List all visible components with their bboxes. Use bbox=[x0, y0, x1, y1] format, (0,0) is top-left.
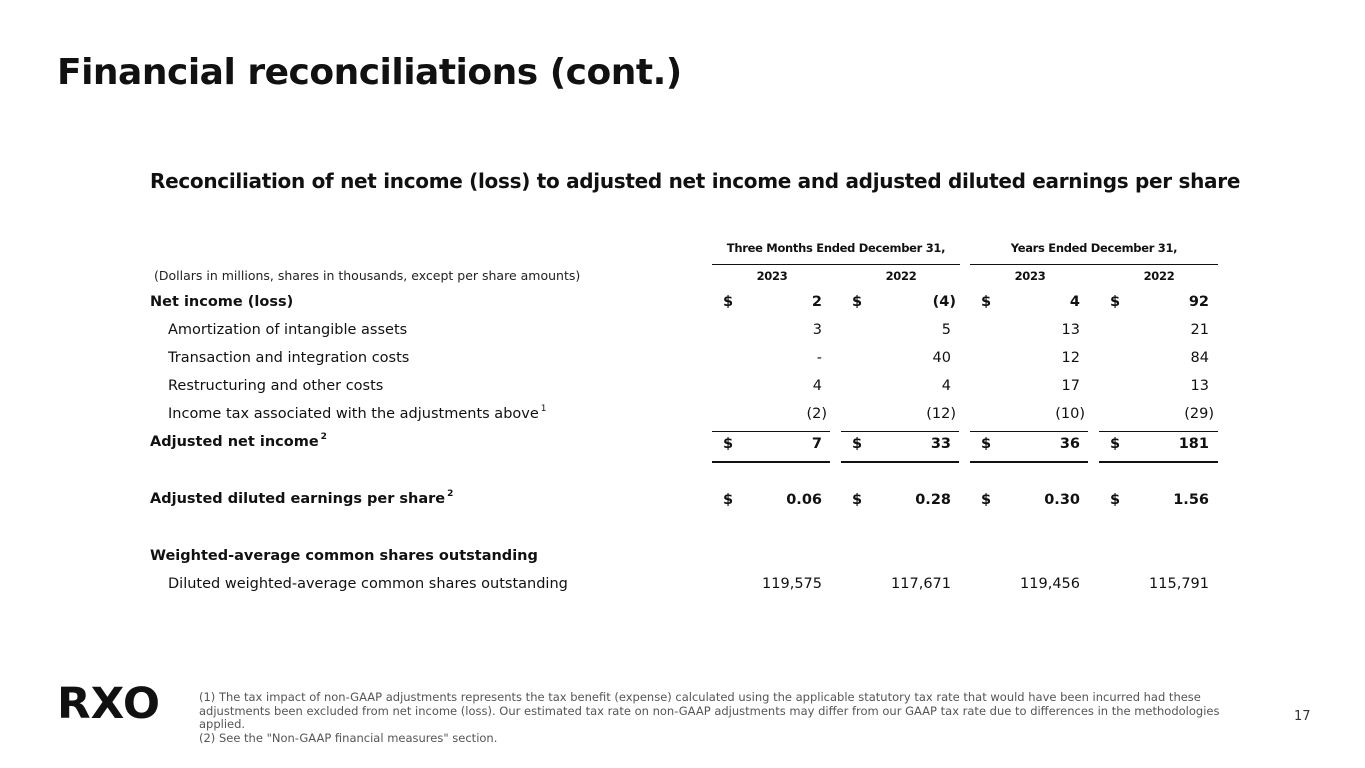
page-number: 17 bbox=[1294, 709, 1311, 724]
cell-value: (4) bbox=[932, 294, 956, 310]
cell-value: 4 bbox=[941, 378, 951, 394]
currency-symbol: $ bbox=[852, 294, 863, 310]
row-label-restructuring: Restructuring and other costs bbox=[168, 378, 384, 394]
currency-symbol: $ bbox=[981, 492, 992, 508]
row-label-diluted-shares: Diluted weighted-average common shares outstanding bbox=[168, 576, 568, 592]
row-label-net-income: Net income (loss) bbox=[150, 294, 294, 310]
cell-value: (29) bbox=[1184, 406, 1214, 422]
cell-value: 115,791 bbox=[1149, 576, 1209, 592]
currency-symbol: $ bbox=[723, 294, 734, 310]
footnote-ref: 1 bbox=[540, 404, 547, 414]
row-label-income-tax bbox=[168, 406, 547, 422]
cell-value: 3 bbox=[812, 322, 822, 338]
cell-value: (10) bbox=[1055, 406, 1085, 422]
row-label-transaction: Transaction and integration costs bbox=[168, 350, 410, 366]
cell-value: 119,575 bbox=[762, 576, 822, 592]
footnote-2: (2) See the "Non-GAAP financial measures" section. bbox=[199, 730, 498, 745]
currency-symbol: $ bbox=[723, 436, 734, 452]
currency-symbol: $ bbox=[852, 492, 863, 508]
total-rule bbox=[841, 461, 959, 463]
row-label-adjusted-eps bbox=[150, 491, 453, 507]
cell-value: 117,671 bbox=[891, 576, 951, 592]
cell-value: 12 bbox=[1061, 350, 1080, 366]
cell-value: 0.30 bbox=[1044, 492, 1080, 508]
cell-value: 84 bbox=[1190, 350, 1209, 366]
currency-symbol: $ bbox=[981, 294, 992, 310]
cell-value: 17 bbox=[1061, 378, 1080, 394]
cell-value: 40 bbox=[932, 350, 951, 366]
cell-value: 21 bbox=[1190, 322, 1209, 338]
row-label-text: Adjusted diluted earnings per share bbox=[150, 491, 446, 507]
cell-value: 7 bbox=[811, 436, 822, 452]
table-title: Reconciliation of net income (loss) to adjusted net income and adjusted diluted earnings per share bbox=[150, 169, 1241, 193]
cell-value: 119,456 bbox=[1020, 576, 1080, 592]
row-label-text: Income tax associated with the adjustments above bbox=[168, 406, 539, 422]
group-header-three-months: Three Months Ended December 31, bbox=[726, 241, 946, 255]
total-rule bbox=[1099, 461, 1218, 463]
row-label-amortization: Amortization of intangible assets bbox=[168, 322, 408, 338]
footnotes bbox=[199, 691, 1269, 745]
cell-value: 92 bbox=[1188, 294, 1209, 310]
year-header: 2022 bbox=[1143, 269, 1175, 283]
currency-symbol: $ bbox=[1110, 294, 1121, 310]
year-header: 2023 bbox=[1014, 269, 1046, 283]
subtotal-rule bbox=[712, 431, 830, 432]
cell-value: 181 bbox=[1178, 436, 1209, 452]
cell-value: 13 bbox=[1190, 378, 1209, 394]
cell-value: 5 bbox=[941, 322, 951, 338]
cell-value: 4 bbox=[812, 378, 822, 394]
currency-symbol: $ bbox=[1110, 436, 1121, 452]
currency-symbol: $ bbox=[852, 436, 863, 452]
subtotal-rule bbox=[841, 431, 959, 432]
currency-symbol: $ bbox=[1110, 492, 1121, 508]
row-label-text: Adjusted net income bbox=[150, 434, 319, 450]
cell-value: (2) bbox=[806, 406, 827, 422]
footnote-ref: 2 bbox=[447, 489, 454, 499]
currency-symbol: $ bbox=[723, 492, 734, 508]
row-label-adjusted-net-income bbox=[150, 434, 327, 450]
cell-value: 0.06 bbox=[786, 492, 822, 508]
cell-value: 1.56 bbox=[1173, 492, 1209, 508]
year-header: 2022 bbox=[885, 269, 917, 283]
cell-value: 36 bbox=[1059, 436, 1080, 452]
total-rule bbox=[970, 461, 1088, 463]
year-header: 2023 bbox=[756, 269, 788, 283]
page-title: Financial reconciliations (cont.) bbox=[57, 52, 682, 93]
cell-value: 2 bbox=[811, 294, 822, 310]
group-header-years: Years Ended December 31, bbox=[1010, 241, 1178, 255]
subtotal-rule bbox=[970, 431, 1088, 432]
cell-value: 13 bbox=[1061, 322, 1080, 338]
cell-value: 0.28 bbox=[915, 492, 951, 508]
logo-text: RXO bbox=[57, 680, 160, 724]
group-header-rule bbox=[712, 264, 960, 265]
footnote-ref: 2 bbox=[320, 432, 327, 442]
units-note: (Dollars in millions, shares in thousands, except per share amounts) bbox=[154, 268, 581, 283]
footnote-1: (1) The tax impact of non-GAAP adjustments represents the tax benefit (expense) calculated using the applicable statutory tax rate that would have been incurred had these adjustments been excluded from net income (loss). Our estimated tax rate on non-GAAP adjustments may differ from our GAAP tax rate due to differences in the methodologies applied. bbox=[199, 690, 1220, 731]
cell-value: 33 bbox=[930, 436, 951, 452]
cell-value: 4 bbox=[1069, 294, 1080, 310]
subtotal-rule bbox=[1099, 431, 1218, 432]
cell-value: (12) bbox=[926, 406, 956, 422]
cell-value: - bbox=[816, 350, 822, 366]
group-header-rule bbox=[970, 264, 1218, 265]
row-label-weighted-average-header: Weighted-average common shares outstanding bbox=[150, 548, 538, 564]
total-rule bbox=[712, 461, 830, 463]
rxo-logo bbox=[57, 680, 161, 724]
currency-symbol: $ bbox=[981, 436, 992, 452]
